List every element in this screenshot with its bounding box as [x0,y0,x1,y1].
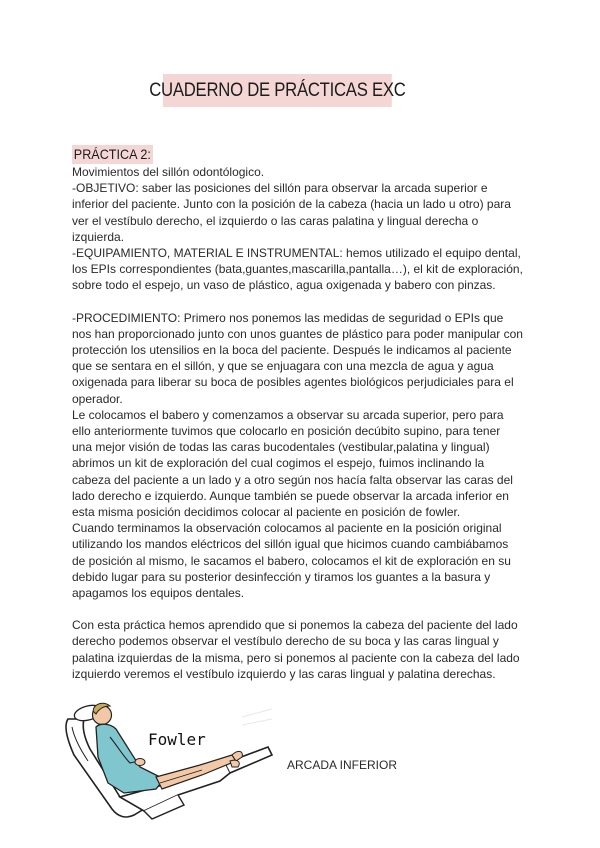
body-line: derecho podemos observar el vestíbulo derecho de su boca y las caras lingual y [72,634,499,649]
body-line: -EQUIPAMIENTO, MATERIAL E INSTRUMENTAL: hemos utilizado el equipo dental, [72,246,521,261]
section-heading: PRÁCTICA 2: [73,146,151,162]
body-line: -PROCEDIMIENTO: Primero nos ponemos las medidas de seguridad o EPIs que [72,310,504,325]
body-line: nos han proporcionado junto con unos guantes de plástico para poder manipular con [72,326,523,341]
body-line: izquierdo veremos el vestíbulo izquierdo y las caras lingual y palatina derechas. [72,666,496,681]
body-line: que se sentara en el sillón, y que se enjuagara con una mezcla de agua y agua [72,359,494,374]
blank-line [72,601,532,617]
figure-caption: ARCADA INFERIOR [287,758,398,772]
body-line: los EPIs correspondientes (bata,guantes,mascarilla,pantalla…), el kit de exploración, [72,262,523,277]
fowler-position-illustration [60,697,275,827]
body-line: Cuando terminamos la observación colocamos al paciente en la posición original [72,521,502,536]
body-line: sobre todo el espejo, un vaso de plástico, agua oxigenada y babero con pinzas. [72,278,496,293]
body-line: apagamos los equipos dentales. [72,586,245,601]
body-text [72,164,532,682]
body-line: operador. [72,391,123,406]
body-line: ver el vestíbulo derecho, el izquierdo o las caras palatina y lingual derecha o [72,213,479,228]
body-line: ello anteriormente tuvimos que colocarlo en posición decúbito supino, para tener [72,424,501,439]
body-line: abrimos un kit de exploración del cual cogimos el espejo, fuimos inclinando la [72,456,485,471]
body-line: de posición al mismo, le sacamos el babero, colocamos el kit de exploración en su [72,553,511,568]
blank-line [72,294,532,310]
body-line: esta misma posición decidimos colocar al paciente en posición de fowler. [72,505,461,520]
body-line: debido lugar para su posterior desinfección y tiramos los guantes a la basura y [72,569,491,584]
body-line: palatina izquierdas de la misma, pero si ponemos al paciente con la cabeza del lado [72,650,520,665]
body-line: utilizando los mandos eléctricos del sillón igual que hicimos cuando cambiábamos [72,537,509,552]
body-line: una mejor visión de todas las caras bucodentales (vestibular,palatina y lingual) [72,440,490,455]
body-line: -OBJETIVO: saber las posiciones del sillón para observar la arcada superior e [72,181,488,196]
body-line: Con esta práctica hemos aprendido que si ponemos la cabeza del paciente del lado [72,618,518,633]
body-line: cabeza del paciente a un lado y a otro según nos hacía falta observar las caras del [72,472,513,487]
body-line: izquierda. [72,229,125,244]
body-line: lado derecho e izquierdo. Aunque también se puede observar la arcada inferior en [72,488,509,503]
body-line: oxigenada para liberar su boca de posibles agentes biológicos perjudiciales para el [72,375,514,390]
body-line: Movimientos del sillón odontólogico. [72,165,265,179]
body-line: protección los utensilios en la boca del paciente. Después le indicamos al paciente [72,343,512,358]
document-title: CUADERNO DE PRÁCTICAS EXC [163,74,392,107]
figure-label: Fowler [148,730,206,749]
body-line: Le colocamos el babero y comenzamos a observar su arcada superior, pero para [72,407,504,422]
body-line: inferior del paciente. Junto con la posición de la cabeza (hacia un lado u otro) para [72,197,511,212]
